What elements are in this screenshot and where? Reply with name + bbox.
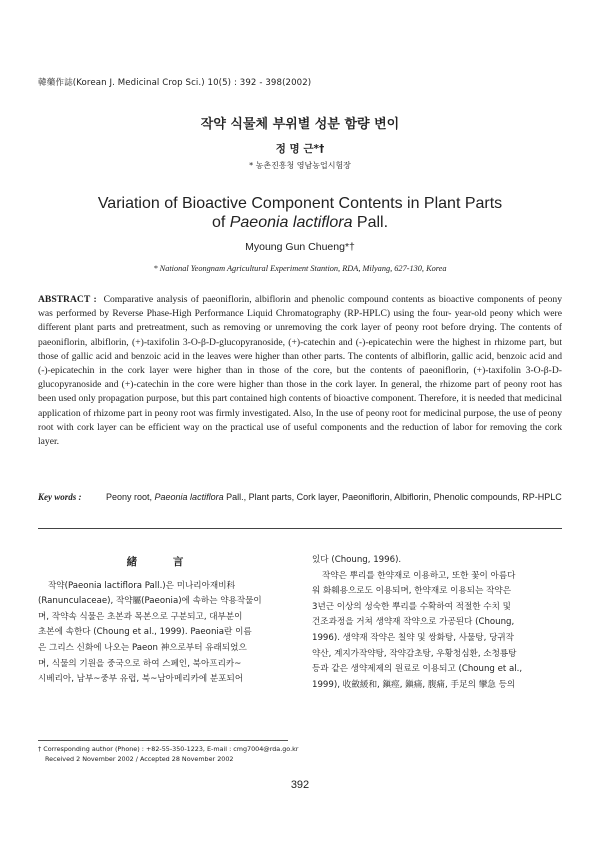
body-line: 1996). 생약재 작약은 칠약 및 쌍화탕, 사물탕, 당귀작 [312, 632, 514, 643]
body-line: 초본에 속한다 (Choung et al., 1999). Paeonia란 이름 [38, 627, 252, 638]
body-line: 약산, 계지가작약탕, 작약감초탕, 우황청심환, 소청룡탕 [312, 648, 517, 659]
left-column [38, 555, 288, 688]
abstract [38, 293, 562, 449]
english-title-prefix: of [211, 214, 230, 231]
page-number: 392 [290, 779, 310, 791]
footnote [38, 744, 438, 764]
english-title-line1: Variation of Bioactive Component Contents in Plant Parts [97, 195, 503, 212]
body-line: 며, 작약속 식물은 초본과 목본으로 구분되고, 대부분이 [38, 611, 243, 622]
footnote-rule [38, 740, 288, 741]
keywords [38, 491, 562, 504]
korean-author: 정 명 근*† [275, 143, 325, 155]
body-line: 작약은 뿌리를 한약재로 이용하고, 또한 꽃이 아름다 [322, 570, 516, 581]
body-line: 3년근 이상의 성숙한 뿌리를 수확하여 적절한 수치 및 [312, 601, 511, 612]
section-divider [38, 528, 562, 529]
footnote-received: Received 2 November 2002 / Accepted 28 November 2002 [45, 755, 234, 763]
english-title-species: Paeonia lactiflora [229, 214, 353, 231]
body-line: 며, 식물의 기원을 중국으로 하여 스페인, 북아프리카~ [38, 658, 242, 669]
body-line: 등과 같은 생약제제의 원료로 이용되고 (Choung et al., [312, 664, 523, 675]
english-title [0, 194, 600, 232]
keywords-list [106, 491, 562, 504]
body-line: 워 화훼용으로도 이용되며, 한약재로 이용되는 작약은 [312, 586, 512, 597]
keywords-prefix: Peony root, [106, 492, 155, 502]
right-column [312, 553, 562, 693]
keywords-species: Paeonia lactiflora [154, 492, 224, 502]
body-line: 시베리아, 남부~중부 유럽, 북~남아메리카에 분포되어 [38, 674, 244, 685]
english-title-suffix: Pall. [352, 214, 389, 231]
english-title-line2 [0, 213, 600, 232]
english-affiliation: * National Yeongnam Agricultural Experiment Stantion, RDA, Milyang, 627-130, Korea [153, 264, 447, 273]
korean-title: 작약 식물체 부위별 성분 함량 변이 [200, 117, 400, 132]
abstract-text: Comparative analysis of paeoniflorin, albiflorin and phenolic compound contents as bioactive components of peony was performed by Reverse Phase-High Performance Liquid Chromatography (RP-HPLC) using the four- year-old peony which were different plant parts and pretreatment, such as removing or unremoving the cork layer of peony root before drying. The contents of paeoniflorin, albiflorin, (+)-taxifolin 3-O-β-D-glucopyranoside, (+)-catechin and (-)-epicatechin were the highest in rhizome part, but those of gallic acid and benzoic acid in the leaves were higher than other parts. The contents of albiflorin, gallic acid, benzoic acid and (-)-epicatechin in the cork layer were higher than in those of the core, but the contents of paeoniflorin, (+)-taxifolin 3-O-β-D-glucopyranoside and (+)-catechin in the core were higher than those in the cork layer. In general, the rhizome part of peony root has been used only propagation purpose, but this part contained high contents of bioactive component. Therefore, it is needed that medicinal application of rhizome part in peony root was firmly investigated. Also, In the use of peony root for medicinal purpose, the use of peony root with cork layer can be efficient way on the practical use of useful components and the reduction of labor for removing the cork layer. [38, 294, 562, 448]
body-line: 작약(Paeonia lactiflora Pall.)은 미나리아재비科 [48, 580, 236, 591]
abstract-label: ABSTRACT : [38, 294, 97, 305]
section-heading: 緒 言 [126, 556, 200, 568]
body-line: 은 그리스 신화에 나오는 Paeon 神으로부터 유래되었으 [38, 642, 247, 653]
english-author: Myoung Gun Chueng*† [245, 241, 355, 253]
body-line: 건조과정을 거쳐 생약재 작약으로 가공된다 (Choung, [312, 617, 515, 628]
journal-header: 韓藥作誌(Korean J. Medicinal Crop Sci.) 10(5) : 392 - 398(2002) [38, 78, 312, 88]
keywords-suffix: Pall., Plant parts, Cork layer, Paeoniflorin, Albiflorin, Phenolic compounds, RP-HPLC [223, 492, 562, 502]
body-line: (Ranunculaceae), 작약屬(Paeonia)에 속하는 약용작물이 [38, 596, 262, 607]
body-line: 있다 (Choung, 1996). [312, 555, 402, 565]
korean-affiliation: * 농촌진흥청 영남농업시험장 [249, 161, 351, 170]
body-line: 1999), 收斂緩和, 鎭痙, 鎭痛, 腹痛, 手足의 攣急 등의 [312, 679, 516, 690]
keywords-label: Key words : [38, 492, 82, 502]
footnote-corresponding: † Corresponding author (Phone) : +82-55-350-1223, E-mail : cmg7004@rda.go.kr [38, 745, 299, 753]
